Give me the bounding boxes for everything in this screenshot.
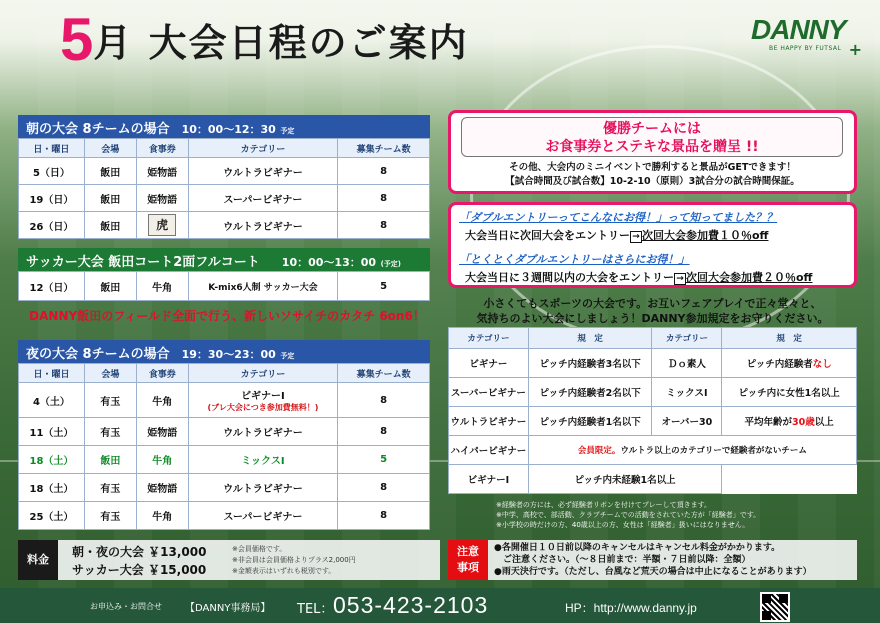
col-venue: 会場 (84, 139, 136, 158)
rules-intro (448, 296, 857, 326)
col-category: カテゴリー (188, 139, 338, 158)
fee-line2: サッカー大会 ￥15,000 (72, 563, 207, 577)
cell-teams: 8 (338, 383, 430, 418)
cell-category: ウルトラビギナー (188, 158, 338, 185)
cell-teams: 5 (338, 446, 430, 474)
notice-label1: 注意 (457, 545, 479, 558)
col-ticket: 食事券 (136, 364, 188, 383)
cell-category: スーパービギナー (188, 502, 338, 530)
col-ticket: 食事券 (136, 139, 188, 158)
rule-text (528, 436, 856, 465)
cell-ticket: 牛角 (136, 446, 188, 474)
cell-ticket: 姫物語 (136, 185, 188, 212)
cell-category: ウルトラビギナー (188, 212, 338, 239)
double-q2: 「とくとくダブルエントリーはさらにお得！」 (459, 253, 690, 266)
cell-venue: 飯田 (84, 446, 136, 474)
danny-logo (747, 14, 862, 58)
table-row (19, 446, 430, 474)
col-date: 日・曜日 (19, 364, 85, 383)
logo-plus: + (848, 40, 862, 59)
note-line: ※経験者の方には、必ず経験者リボンを付けてプレーして頂きます。 (496, 501, 712, 509)
cell-category: ウルトラビギナー (188, 418, 338, 446)
rule-text-red: 30歳 (792, 417, 815, 428)
table-row (19, 212, 430, 239)
col-category: カテゴリー (188, 364, 338, 383)
prize-banner (461, 117, 843, 157)
night-yotei: 予定 (280, 352, 295, 360)
col-teams: 募集チーム数 (338, 139, 430, 158)
notice-line: ご注意ください。（～８日前まで：半額・７日前以降：全額） (494, 555, 751, 565)
cell-teams: 8 (338, 185, 430, 212)
logo-name: DANNY (751, 14, 846, 45)
footer-tel-label: TEL： (297, 602, 334, 617)
prize-line1: 優勝チームには (603, 121, 701, 137)
cell-venue: 飯田 (84, 212, 136, 239)
rule-cat: オーバー30 (652, 407, 722, 436)
soccer-title: サッカー大会 飯田コート2面フルコート (26, 255, 260, 270)
cell-teams: 8 (338, 158, 430, 185)
rule-text: ピッチ内未経験1名以上 (528, 465, 722, 494)
footer-hp-link[interactable]: HP：http://www.danny.jp (565, 601, 697, 615)
cell-venue: 有玉 (84, 383, 136, 418)
double-a1-pre: 大会当日に次回大会をエントリー (465, 229, 630, 242)
category-name: ビギナーⅠ (241, 391, 285, 402)
table-header-row (19, 139, 430, 158)
rule-cat: ミックスⅠ (652, 378, 722, 407)
table-row (449, 378, 857, 407)
title-text: 月 大会日程のご案内 (93, 21, 469, 65)
rule-text-pre: 平均年齢が (744, 417, 793, 428)
cell-date: 19（日） (19, 185, 85, 212)
rule-text: ピッチ内経験者2名以下 (528, 378, 652, 407)
rule-text (722, 407, 857, 436)
cell-date: 26（日） (19, 212, 85, 239)
promo-text: DANNY飯田のフィールド全面で行う、新しいソサイチのカタチ 6on6！ (29, 309, 425, 323)
table-row (449, 349, 857, 378)
table-row (19, 185, 430, 212)
cell-date: 18（土） (19, 446, 85, 474)
table-header-row (449, 328, 857, 349)
morning-table (18, 138, 430, 239)
double-a1-post: 次回大会参加費１０％off (642, 229, 769, 242)
cell-teams: 8 (338, 474, 430, 502)
table-row (19, 158, 430, 185)
double-a2-pre: 大会当日に３週間以内の大会をエントリー (465, 271, 674, 284)
table-row (19, 272, 430, 301)
night-title: 夜の大会 8チームの場合 (26, 347, 170, 362)
arrow-icon: → (630, 231, 642, 243)
morning-heading (18, 115, 430, 140)
prize-box (448, 110, 857, 194)
cell-venue: 飯田 (84, 158, 136, 185)
prize-desc2: 【試合時間及び試合数】10-2-10（原則）3試合分の試合時間保証。 (505, 176, 800, 187)
rules-col-category: カテゴリー (449, 328, 529, 349)
soccer-yotei: (予定) (380, 260, 401, 268)
cell-category: ウルトラビギナー (188, 474, 338, 502)
empty-cell (722, 465, 857, 494)
free-note: (ブレ大会につき参加費無料！) (207, 403, 319, 412)
double-a2-post: 次回大会参加費２０％off (686, 271, 813, 284)
table-row (19, 474, 430, 502)
rule-text: ピッチ内経験者1名以下 (528, 407, 652, 436)
table-row (449, 465, 857, 494)
cell-date: 5（日） (19, 158, 85, 185)
fee-note2: ※非会員は会員価格よりプラス2,000円 (232, 556, 356, 564)
rules-col-rule: 規 定 (528, 328, 652, 349)
night-time: 19：30～23：00 (181, 348, 276, 361)
notice-label (448, 540, 488, 580)
cell-ticket: 牛角 (136, 383, 188, 418)
night-table (18, 363, 430, 530)
table-row (19, 418, 430, 446)
cell-category: K-mix6人制 サッカー大会 (188, 272, 338, 301)
rule-text: ピッチ内に女性1名以上 (722, 378, 857, 407)
table-header-row (19, 364, 430, 383)
rule-text (722, 349, 857, 378)
rule-cat: ビギナーⅠ (449, 465, 529, 494)
experience-notes (496, 500, 760, 530)
night-heading (18, 340, 430, 365)
rule-text-red: なし (812, 359, 832, 370)
double-entry-box (448, 202, 857, 288)
cell-teams: 8 (338, 212, 430, 239)
cell-ticket: 牛角 (136, 502, 188, 530)
fee-label: 料金 (18, 540, 58, 580)
cell-ticket: 姫物語 (136, 418, 188, 446)
fee-box (58, 540, 440, 580)
cell-date: 4（土） (19, 383, 85, 418)
morning-time: 10：00～12：30 (181, 123, 276, 136)
cell-teams: 8 (338, 418, 430, 446)
page-title (60, 6, 469, 74)
rule-text-post: ウルトラ以上のカテゴリーで経験者がないチーム (620, 446, 807, 456)
double-a2 (465, 269, 846, 285)
morning-yotei: 予定 (280, 127, 295, 135)
cell-category (188, 383, 338, 418)
prize-desc1: その他、大会内のミニイベントで勝利すると景品がGETできます！ (509, 162, 796, 173)
double-a1 (465, 227, 846, 243)
arrow-icon: → (674, 273, 686, 285)
rules-intro1: 小さくてもスポーツの大会です。お互いフェアプレイで正々堂々と、 (483, 297, 822, 310)
footer-contact: お申込み・お問合せ (90, 602, 162, 611)
logo-tagline: BE HAPPY BY FUTSAL (769, 45, 842, 52)
prize-desc (451, 161, 854, 189)
rule-text: ピッチ内経験者3名以下 (528, 349, 652, 378)
morning-title: 朝の大会 8チームの場合 (26, 122, 170, 137)
cell-ticket: 姫物語 (136, 474, 188, 502)
table-row (19, 502, 430, 530)
rule-cat: ウルトラビギナー (449, 407, 529, 436)
rule-cat: Ｄｏ素人 (652, 349, 722, 378)
note-line: ※小学校の時だけの方、40歳以上の方、女性は「経験者」扱いにはなりません。 (496, 521, 750, 529)
footer-office: 【DANNY事務局】 (185, 603, 271, 614)
cell-teams: 8 (338, 502, 430, 530)
rule-cat: ハイパービギナー (449, 436, 529, 465)
table-row (449, 436, 857, 465)
fee-line1: 朝・夜の大会 ￥13,000 (72, 545, 207, 559)
qr-code-icon (760, 592, 790, 622)
notice-box (488, 540, 857, 580)
cell-venue: 有玉 (84, 418, 136, 446)
cell-venue: 有玉 (84, 502, 136, 530)
rules-intro2: 気持ちのよい大会にしましょう！DANNY参加規定をお守りください。 (476, 312, 829, 325)
table-row (449, 407, 857, 436)
rule-cat: スーパービギナー (449, 378, 529, 407)
footer (0, 588, 880, 623)
notice-line: ●雨天決行です。（ただし、台風など荒天の場合は中止になることがあります） (494, 567, 812, 577)
cell-date: 11（土） (19, 418, 85, 446)
soccer-table (18, 271, 430, 301)
fee-note3: ※金額表示はいずれも税別です。 (232, 567, 336, 575)
rule-text-red: 会員限定。 (577, 446, 621, 456)
fee-note1: ※会員価格です。 (232, 545, 287, 553)
rule-cat: ビギナー (449, 349, 529, 378)
col-venue: 会場 (84, 364, 136, 383)
soccer-heading (18, 248, 430, 273)
rules-col-category2: カテゴリー (652, 328, 722, 349)
tora-logo: 虎 (148, 214, 176, 236)
rule-text-pre: ピッチ内経験者 (746, 359, 813, 370)
notice-line: ●各開催日１０日前以降のキャンセルはキャンセル料金がかかります。 (494, 543, 781, 553)
table-row (19, 383, 430, 418)
rules-table (448, 327, 857, 494)
title-month: 5 (60, 6, 94, 73)
col-date: 日・曜日 (19, 139, 85, 158)
rules-col-rule2: 規 定 (722, 328, 857, 349)
cell-category: スーパービギナー (188, 185, 338, 212)
cell-venue: 飯田 (84, 185, 136, 212)
cell-ticket: 牛角 (136, 272, 188, 301)
cell-teams: 5 (338, 272, 430, 301)
cell-ticket: 姫物語 (136, 158, 188, 185)
notice-label2: 事項 (457, 561, 479, 574)
prize-line2: お食事券とステキな景品を贈呈 !! (545, 139, 759, 155)
double-q1: 「ダブルエントリーってこんなにお得！」って知ってました？？ (459, 211, 778, 224)
rule-text-post: 以上 (814, 417, 834, 428)
footer-tel[interactable]: 053-423-2103 (333, 592, 489, 618)
soccer-time: 10：00～13：00 (281, 256, 377, 269)
cell-venue: 有玉 (84, 474, 136, 502)
cell-date: 18（土） (19, 474, 85, 502)
note-line: ※中学、高校で、部活動、クラブチームでの活動をされていた方が「経験者」です。 (496, 511, 761, 519)
cell-category: ミックスⅠ (188, 446, 338, 474)
cell-ticket (136, 212, 188, 239)
cell-venue: 飯田 (84, 272, 136, 301)
cell-date: 12（日） (19, 272, 85, 301)
cell-date: 25（土） (19, 502, 85, 530)
col-teams: 募集チーム数 (338, 364, 430, 383)
